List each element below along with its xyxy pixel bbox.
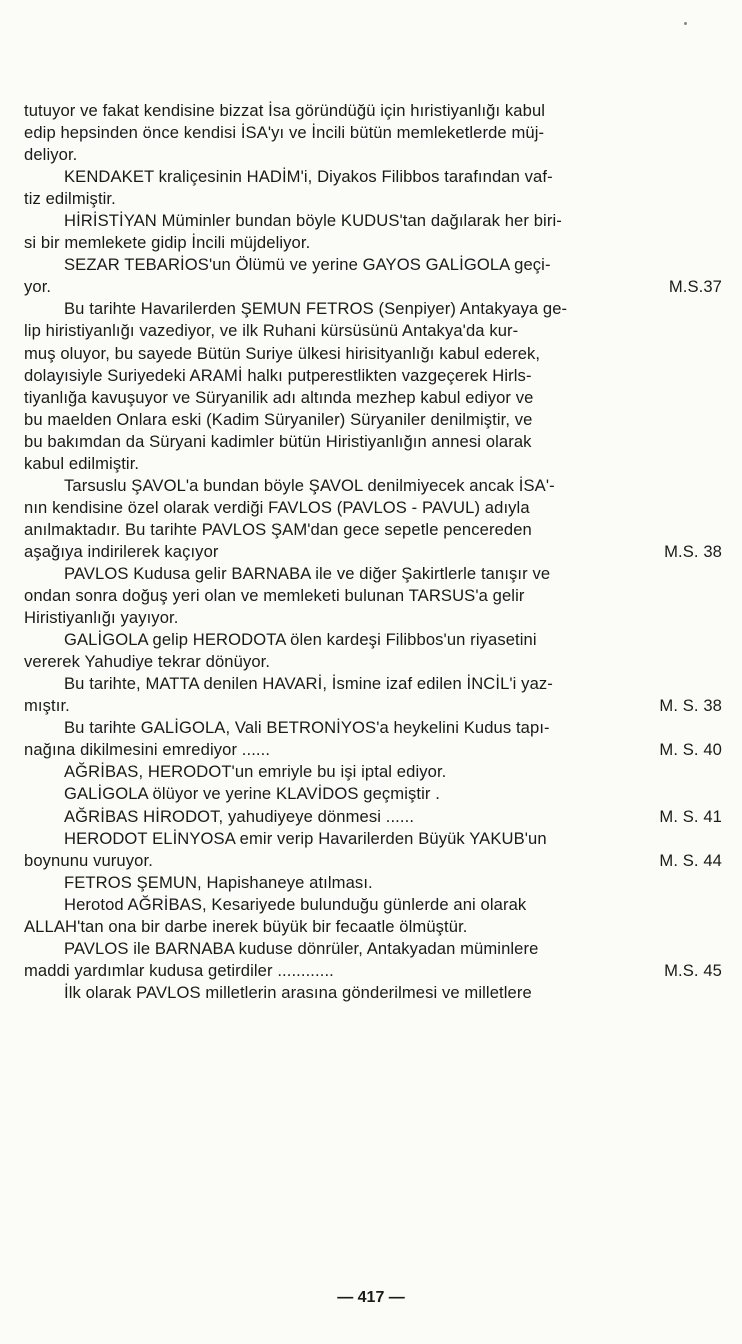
text-line	[24, 783, 722, 805]
line-text: lip hiristiyanlığı vazediyor, ve ilk Ruhani kürsüsünü Antakya'da kur-	[24, 321, 519, 341]
line-text: GALİGOLA ölüyor ve yerine KLAVİDOS geçmiştir .	[64, 784, 440, 804]
line-text: tiyanlığa kavuşuyor ve Süryanilik adı altında mezhep kabul ediyor ve	[24, 387, 534, 407]
line-text: boynunu vuruyor.	[24, 850, 153, 870]
text-line	[24, 806, 722, 828]
text-line	[24, 850, 722, 872]
date-marker: M. S. 38	[659, 696, 722, 716]
line-text: Bu tarihte GALİGOLA, Vali BETRONİYOS'a heykelini Kudus tapı-	[64, 718, 550, 738]
text-line	[24, 210, 722, 232]
line-text: bu bakımdan da Süryani kadimler bütün Hiristiyanlığın annesi olarak	[24, 431, 532, 451]
text-line	[24, 629, 722, 651]
page-number: — 417 —	[337, 1289, 405, 1306]
line-text: Bu tarihte Havarilerden ŞEMUN FETROS (Senpiyer) Antakyaya ge-	[64, 299, 568, 319]
date-marker: M. S. 41	[659, 806, 722, 826]
text-line	[24, 982, 722, 1004]
line-text: yor.	[24, 277, 52, 297]
text-line	[24, 519, 722, 541]
line-text: ALLAH'tan ona bir darbe inerek büyük bir fecaatle ölmüştür.	[24, 916, 468, 936]
line-text: HİRİSTİYAN Müminler bundan böyle KUDUS'tan dağılarak her biri-	[64, 211, 562, 231]
text-line	[24, 497, 722, 519]
line-text: Hiristiyanlığı yayıyor.	[24, 608, 179, 628]
line-text: GALİGOLA gelip HERODOTA ölen kardeşi Filibbos'un riyasetini	[64, 630, 537, 650]
line-text: mıştır.	[24, 696, 70, 716]
text-line	[24, 122, 722, 144]
line-text: muş oluyor, bu sayede Bütün Suriye ülkesi hirisityanlığı kabul ederek,	[24, 343, 541, 363]
line-text: AĞRİBAS, HERODOT'un emriyle bu işi iptal ediyor.	[64, 762, 447, 782]
line-text: aşağıya indirilerek kaçıyor	[24, 541, 219, 561]
line-text: nın kendisine özel olarak verdiği FAVLOS (PAVLOS - PAVUL) adıyla	[24, 497, 530, 517]
text-line	[24, 475, 722, 497]
text-line	[24, 916, 722, 938]
date-marker: M.S. 38	[664, 541, 722, 561]
line-text: vererek Yahudiye tekrar dönüyor.	[24, 652, 271, 672]
text-line	[24, 651, 722, 673]
text-line	[24, 828, 722, 850]
line-text: ondan sonra doğuş yeri olan ve memleketi bulunan TARSUS'a gelir	[24, 586, 525, 606]
line-text: edip hepsinden önce kendisi İSA'yı ve İncili bütün memleketlerde müj-	[24, 123, 545, 143]
line-text: SEZAR TEBARİOS'un Ölümü ve yerine GAYOS GALİGOLA geçi-	[64, 255, 551, 275]
text-line	[24, 563, 722, 585]
text-line	[24, 585, 722, 607]
date-marker: M. S. 40	[659, 740, 722, 760]
text-line	[24, 409, 722, 431]
text-line	[24, 254, 722, 276]
date-marker: M. S. 44	[659, 850, 722, 870]
date-marker: M.S. 45	[664, 960, 722, 980]
line-text: dolayısiyle Suriyedeki ARAMİ halkı putperestlikten vazgeçerek Hirls-	[24, 365, 532, 385]
line-text: anılmaktadır. Bu tarihte PAVLOS ŞAM'dan gece sepetle pencereden	[24, 519, 532, 539]
text-line	[24, 739, 722, 761]
text-line	[24, 276, 722, 298]
text-line	[24, 387, 722, 409]
date-marker: M.S.37	[668, 277, 722, 297]
line-text: nağına dikilmesini emrediyor ......	[24, 740, 271, 760]
line-text: kabul edilmiştir.	[24, 453, 140, 473]
line-text: İlk olarak PAVLOS milletlerin arasına gönderilmesi ve milletlere	[64, 982, 532, 1002]
text-line	[24, 100, 722, 122]
line-text: bu maelden Onlara eski (Kadim Süryaniler) Süryaniler denilmiştir, ve	[24, 409, 533, 429]
text-line	[24, 453, 722, 475]
line-text: maddi yardımlar kudusa getirdiler ............	[24, 960, 334, 980]
text-line	[24, 872, 722, 894]
text-line	[24, 365, 722, 387]
text-line	[24, 673, 722, 695]
text-line	[24, 144, 722, 166]
text-line	[24, 695, 722, 717]
line-text: PAVLOS ile BARNABA kuduse dönrüler, Antakyadan müminlere	[64, 938, 539, 958]
line-text: HERODOT ELİNYOSA emir verip Havarilerden Büyük YAKUB'un	[64, 828, 547, 848]
line-text: Tarsuslu ŞAVOL'a bundan böyle ŞAVOL denilmiyecek ancak İSA'-	[64, 475, 555, 495]
text-line	[24, 188, 722, 210]
text-line	[24, 894, 722, 916]
line-text: tutuyor ve fakat kendisine bizzat İsa göründüğü için hıristiyanlığı kabul	[24, 101, 546, 120]
line-text: PAVLOS Kudusa gelir BARNABA ile ve diğer Şakirtlerle tanışır ve	[64, 563, 551, 583]
line-text: Herotod AĞRİBAS, Kesariyede bulunduğu günlerde ani olarak	[64, 894, 527, 914]
text-line	[24, 166, 722, 188]
print-speck	[684, 22, 687, 25]
line-text: tiz edilmiştir.	[24, 189, 116, 209]
line-text: KENDAKET kraliçesinin HADİM'i, Diyakos Filibbos tarafından vaf-	[64, 167, 553, 187]
text-line	[24, 960, 722, 982]
line-text: si bir memlekete gidip İncili müjdeliyor.	[24, 233, 311, 253]
text-line	[24, 232, 722, 254]
text-line	[24, 320, 722, 342]
page-body	[24, 100, 722, 1004]
text-line	[24, 343, 722, 365]
text-line	[24, 607, 722, 629]
text-line	[24, 431, 722, 453]
line-text: Bu tarihte, MATTA denilen HAVARİ, İsmine izaf edilen İNCİL'i yaz-	[64, 674, 553, 694]
line-text: FETROS ŞEMUN, Hapishaneye atılması.	[64, 872, 373, 892]
text-line	[24, 717, 722, 739]
text-line	[24, 541, 722, 563]
text-line	[24, 298, 722, 320]
text-line	[24, 938, 722, 960]
line-text: deliyor.	[24, 145, 78, 165]
line-text: AĞRİBAS HİRODOT, yahudiyeye dönmesi ......	[64, 806, 415, 826]
text-line	[24, 761, 722, 783]
